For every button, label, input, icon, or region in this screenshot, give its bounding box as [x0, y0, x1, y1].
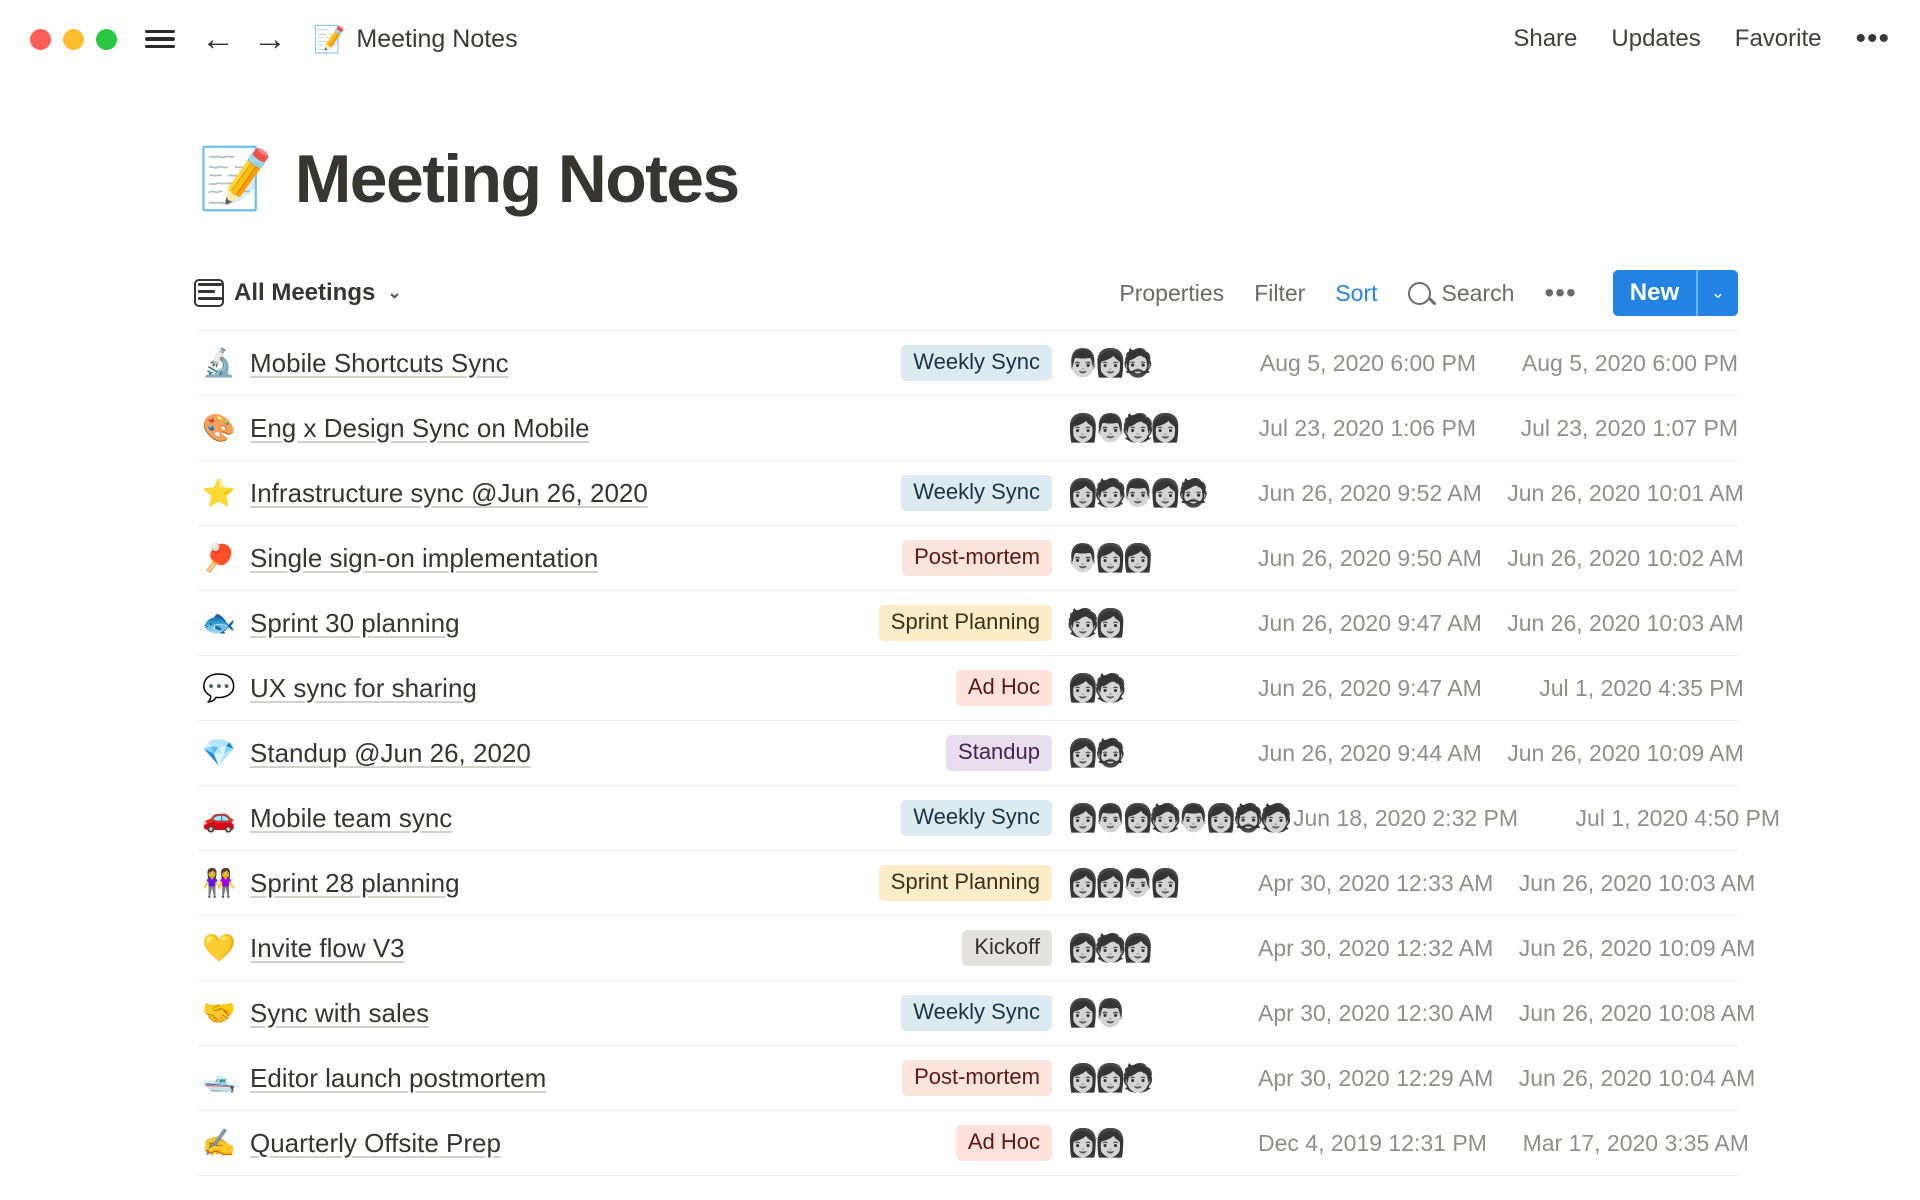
table-row[interactable]	[198, 1111, 1749, 1176]
search-label: Search	[1441, 279, 1515, 306]
row-tag-cell[interactable]	[758, 1125, 1058, 1161]
status-badge: Weekly Sync	[901, 995, 1052, 1031]
avatar: 👩	[1066, 932, 1100, 963]
table-row[interactable]	[198, 591, 1744, 656]
new-button[interactable]	[1613, 270, 1738, 316]
back-arrow-icon[interactable]: ←	[201, 20, 235, 58]
status-badge: Ad Hoc	[956, 1125, 1052, 1161]
avatar: 👩	[1121, 802, 1155, 833]
avatar: 🧑	[1093, 932, 1128, 963]
sort-button[interactable]: Sort	[1335, 279, 1378, 306]
row-edited-date[interactable]: Jun 26, 2020 10:03 AM	[1507, 609, 1744, 636]
table-row[interactable]	[198, 396, 1738, 461]
avatar: 👩	[1093, 1127, 1128, 1158]
avatar: 👨	[1121, 867, 1155, 898]
search-button[interactable]	[1408, 280, 1515, 307]
avatar-group	[1066, 607, 1128, 638]
avatar: 👩	[1066, 477, 1100, 508]
row-created-date[interactable]: Jun 18, 2020 2:32 PM	[1293, 804, 1519, 831]
row-tag-cell[interactable]	[758, 865, 1058, 901]
row-emoji-icon: 🎨	[202, 413, 236, 443]
avatar-group	[1066, 1062, 1155, 1093]
row-title-link[interactable]: Editor launch postmortem	[250, 1062, 547, 1093]
row-title-link[interactable]: Mobile Shortcuts Sync	[250, 347, 509, 378]
breadcrumb-label: Meeting Notes	[356, 24, 518, 53]
database-toolbar	[198, 270, 1738, 331]
status-badge: Weekly Sync	[901, 345, 1052, 381]
row-created-date[interactable]: Jun 26, 2020 9:50 AM	[1258, 544, 1482, 571]
row-title-link[interactable]: Mobile team sync	[250, 802, 453, 833]
row-title-link[interactable]: Sprint 28 planning	[250, 867, 460, 898]
row-people-cell[interactable]	[1058, 672, 1258, 703]
avatar: 👨	[1066, 347, 1100, 378]
avatar: 👩	[1121, 932, 1155, 963]
avatar: 👩	[1093, 542, 1128, 573]
row-title-link[interactable]: Quarterly Offsite Prep	[250, 1127, 501, 1158]
avatar: 👩	[1093, 347, 1128, 378]
row-title-cell[interactable]	[198, 997, 758, 1029]
row-created-date[interactable]: Apr 30, 2020 12:29 AM	[1258, 1064, 1494, 1091]
toolbar-right-group	[1119, 270, 1738, 316]
row-title-link[interactable]: Infrastructure sync @Jun 26, 2020	[250, 477, 648, 508]
row-people-cell[interactable]	[1058, 1062, 1258, 1093]
row-emoji-icon: 🐟	[202, 608, 236, 638]
status-badge: Ad Hoc	[956, 670, 1052, 706]
avatar: 🧔	[1121, 347, 1155, 378]
status-badge: Sprint Planning	[879, 605, 1052, 641]
titlebar-actions	[1513, 22, 1890, 55]
row-title-link[interactable]: Sync with sales	[250, 997, 430, 1028]
row-title-cell[interactable]	[198, 802, 758, 834]
favorite-button[interactable]: Favorite	[1734, 25, 1822, 52]
table-row[interactable]	[198, 331, 1738, 396]
row-created-date[interactable]: Jun 26, 2020 9:44 AM	[1258, 739, 1482, 766]
avatar: 👩	[1148, 477, 1183, 508]
row-people-cell[interactable]	[1058, 867, 1258, 898]
row-created-date[interactable]: Jun 26, 2020 9:47 AM	[1258, 609, 1482, 636]
row-emoji-icon: 👭	[202, 868, 236, 898]
avatar: 🧑	[1093, 672, 1128, 703]
maximize-window-button[interactable]	[96, 29, 117, 50]
avatar: 👨	[1176, 802, 1211, 833]
row-tag-cell[interactable]	[758, 670, 1058, 706]
row-people-cell[interactable]	[1058, 802, 1293, 833]
list-view-icon	[198, 282, 222, 304]
hamburger-menu-icon[interactable]	[143, 22, 177, 56]
row-edited-date[interactable]: Jun 26, 2020 10:08 AM	[1518, 999, 1756, 1026]
row-title-cell[interactable]	[198, 412, 758, 444]
row-edited-date[interactable]: Aug 5, 2020 6:00 PM	[1521, 349, 1738, 376]
avatar: 👩	[1093, 1062, 1128, 1093]
row-edited-date[interactable]: Jul 1, 2020 4:35 PM	[1539, 674, 1744, 701]
row-emoji-icon: 🤝	[202, 998, 236, 1028]
avatar-group	[1066, 672, 1128, 703]
row-title-cell[interactable]	[198, 737, 758, 769]
new-button-label: New	[1629, 279, 1680, 306]
new-button-chevron-down-icon[interactable]: ⌄	[1710, 283, 1725, 302]
status-badge: Kickoff	[962, 930, 1052, 966]
row-emoji-icon: 💬	[202, 673, 236, 703]
avatar: 👨	[1121, 477, 1155, 508]
row-created-date[interactable]: Apr 30, 2020 12:30 AM	[1258, 999, 1494, 1026]
row-edited-date[interactable]: Jun 26, 2020 10:03 AM	[1518, 869, 1756, 896]
row-created-date[interactable]: Dec 4, 2019 12:31 PM	[1258, 1129, 1487, 1156]
forward-arrow-icon[interactable]: →	[253, 20, 287, 58]
row-emoji-icon: 💛	[202, 933, 236, 963]
avatar: 👩	[1066, 867, 1100, 898]
row-people-cell[interactable]	[1058, 347, 1258, 378]
table-row[interactable]	[198, 786, 1781, 851]
avatar: 👨	[1066, 542, 1100, 573]
close-window-button[interactable]	[30, 29, 51, 50]
status-badge: Standup	[946, 735, 1052, 771]
database-rows	[198, 331, 1781, 1176]
row-edited-date[interactable]: Jun 26, 2020 10:01 AM	[1507, 479, 1744, 506]
row-emoji-icon: 🛥️	[202, 1063, 236, 1093]
avatar: 👨	[1093, 802, 1128, 833]
avatar: 👩	[1066, 737, 1100, 768]
row-emoji-icon: 💎	[202, 738, 236, 768]
avatar: 👩	[1204, 802, 1238, 833]
page-title: Meeting Notes	[294, 141, 739, 217]
avatar: 👩	[1093, 607, 1128, 638]
row-created-date[interactable]: Jun 26, 2020 9:52 AM	[1258, 479, 1482, 506]
row-people-cell[interactable]	[1058, 737, 1258, 768]
status-badge: Sprint Planning	[879, 865, 1052, 901]
view-tab-all-meetings[interactable]	[198, 279, 402, 307]
row-people-cell[interactable]	[1058, 542, 1258, 573]
table-row[interactable]	[198, 916, 1756, 981]
row-title-link[interactable]: Sprint 30 planning	[250, 607, 460, 638]
row-title-cell[interactable]	[198, 932, 758, 964]
avatar: 🧑	[1121, 1062, 1155, 1093]
avatar-group	[1066, 477, 1211, 508]
row-people-cell[interactable]	[1058, 1127, 1258, 1158]
row-title-cell[interactable]	[198, 1127, 758, 1159]
avatar: 👩	[1148, 412, 1183, 443]
search-icon	[1408, 282, 1431, 305]
avatar-group	[1066, 542, 1155, 573]
avatar-group	[1066, 997, 1128, 1028]
table-row[interactable]	[198, 981, 1756, 1046]
row-tag-cell[interactable]	[758, 475, 1058, 511]
row-emoji-icon: 🏓	[202, 543, 236, 573]
row-people-cell[interactable]	[1058, 412, 1258, 443]
avatar: 👩	[1121, 542, 1155, 573]
properties-button[interactable]: Properties	[1119, 279, 1225, 306]
share-button[interactable]: Share	[1513, 25, 1578, 52]
table-row[interactable]	[198, 721, 1744, 786]
avatar: 👨	[1093, 997, 1128, 1028]
avatar: 👩	[1066, 1127, 1100, 1158]
avatar: 👩	[1066, 412, 1100, 443]
avatar-group	[1066, 932, 1155, 963]
row-tag-cell[interactable]	[758, 540, 1058, 576]
filter-button[interactable]: Filter	[1254, 279, 1306, 306]
row-title-link[interactable]: Invite flow V3	[250, 932, 405, 963]
more-options-icon[interactable]: •••	[1855, 22, 1890, 55]
status-badge: Post-mortem	[902, 540, 1052, 576]
row-tag-cell[interactable]	[758, 800, 1058, 836]
page-content	[0, 140, 1920, 1176]
row-title-cell[interactable]	[198, 867, 758, 899]
avatar: 🧔	[1176, 477, 1211, 508]
status-badge: Post-mortem	[902, 1060, 1052, 1096]
breadcrumb[interactable]	[313, 24, 518, 55]
row-created-date[interactable]: Apr 30, 2020 12:32 AM	[1258, 934, 1494, 961]
avatar: 👩	[1066, 1062, 1100, 1093]
row-emoji-icon: 🔬	[202, 348, 236, 378]
row-people-cell[interactable]	[1058, 932, 1258, 963]
row-edited-date[interactable]: Jun 26, 2020 10:09 AM	[1507, 739, 1744, 766]
row-tag-cell[interactable]	[758, 1060, 1058, 1096]
avatar: 👩	[1148, 867, 1183, 898]
avatar: 🧑	[1066, 607, 1100, 638]
avatar: 👩	[1093, 867, 1128, 898]
avatar: 👩	[1066, 997, 1100, 1028]
row-title-link[interactable]: UX sync for sharing	[250, 672, 477, 703]
avatar-group	[1066, 737, 1128, 768]
row-title-cell[interactable]	[198, 542, 758, 574]
minimize-window-button[interactable]	[63, 29, 84, 50]
row-edited-date[interactable]: Jul 23, 2020 1:07 PM	[1520, 414, 1738, 441]
row-tag-cell[interactable]	[758, 930, 1058, 966]
table-row[interactable]	[198, 851, 1756, 916]
row-people-cell[interactable]	[1058, 607, 1258, 638]
row-edited-date[interactable]: Jun 26, 2020 10:02 AM	[1507, 544, 1744, 571]
status-badge: Weekly Sync	[901, 800, 1052, 836]
avatar: 👨	[1093, 412, 1128, 443]
page-emoji-icon[interactable]: 📝	[198, 145, 273, 212]
row-emoji-icon: 🚗	[202, 803, 236, 833]
row-created-date[interactable]: Apr 30, 2020 12:33 AM	[1258, 869, 1494, 896]
row-title-cell[interactable]	[198, 477, 758, 509]
table-row[interactable]	[198, 656, 1744, 721]
table-row[interactable]	[198, 461, 1744, 526]
avatar: 🧑	[1121, 412, 1155, 443]
table-row[interactable]	[198, 1046, 1756, 1111]
row-tag-cell[interactable]	[758, 735, 1058, 771]
row-tag-cell[interactable]	[758, 605, 1058, 641]
row-edited-date[interactable]: Jun 26, 2020 10:09 AM	[1518, 934, 1756, 961]
avatar: 👩	[1066, 802, 1100, 833]
avatar: 👩	[1066, 672, 1100, 703]
row-title-link[interactable]: Single sign-on implementation	[250, 542, 599, 573]
view-tab-label: All Meetings	[234, 279, 376, 306]
row-edited-date[interactable]: Mar 17, 2020 3:35 AM	[1522, 1129, 1749, 1156]
row-title-cell[interactable]	[198, 347, 758, 379]
avatar-group	[1066, 1127, 1128, 1158]
row-edited-date[interactable]: Jun 26, 2020 10:04 AM	[1518, 1064, 1756, 1091]
row-created-date[interactable]: Aug 5, 2020 6:00 PM	[1259, 349, 1476, 376]
row-emoji-icon: ⭐	[202, 478, 236, 508]
note-emoji-icon: 📝	[313, 23, 346, 54]
traffic-lights	[30, 29, 117, 50]
avatar: 🧑	[1259, 802, 1293, 833]
row-edited-date[interactable]: Jul 1, 2020 4:50 PM	[1575, 804, 1781, 831]
avatar-group	[1066, 867, 1183, 898]
row-people-cell[interactable]	[1058, 477, 1258, 508]
avatar: 🧔	[1231, 802, 1266, 833]
row-created-date[interactable]: Jul 23, 2020 1:06 PM	[1258, 414, 1476, 441]
avatar-group	[1066, 412, 1183, 443]
row-people-cell[interactable]	[1058, 997, 1258, 1028]
row-tag-cell[interactable]	[758, 345, 1058, 381]
window-titlebar	[0, 0, 1920, 78]
updates-button[interactable]: Updates	[1611, 25, 1701, 52]
row-created-date[interactable]: Jun 26, 2020 9:47 AM	[1258, 674, 1482, 701]
row-tag-cell[interactable]	[758, 995, 1058, 1031]
row-title-cell[interactable]	[198, 1062, 758, 1094]
avatar: 🧔	[1093, 737, 1128, 768]
page-header	[198, 140, 1920, 218]
status-badge: Weekly Sync	[901, 475, 1052, 511]
avatar-group	[1066, 347, 1155, 378]
row-title-link[interactable]: Eng x Design Sync on Mobile	[250, 412, 590, 443]
avatar: 🧑	[1093, 477, 1128, 508]
toolbar-more-icon[interactable]: •••	[1544, 276, 1577, 308]
table-row[interactable]	[198, 526, 1744, 591]
row-title-cell[interactable]	[198, 607, 758, 639]
row-emoji-icon: ✍️	[202, 1128, 236, 1158]
row-title-cell[interactable]	[198, 672, 758, 704]
avatar-group	[1066, 802, 1293, 833]
chevron-down-icon: ⌄	[387, 283, 402, 302]
avatar: 🧑	[1148, 802, 1183, 833]
row-title-link[interactable]: Standup @Jun 26, 2020	[250, 737, 531, 768]
